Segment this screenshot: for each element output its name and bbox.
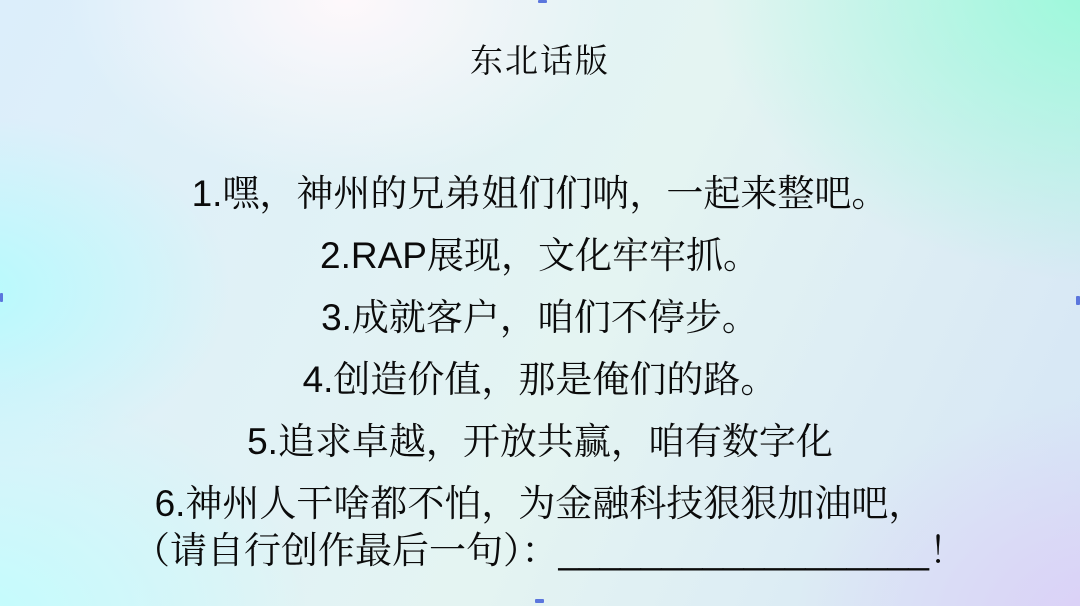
slide-body xyxy=(0,170,1080,574)
edge-decoration-right xyxy=(1076,296,1080,305)
edge-decoration-top xyxy=(538,0,547,3)
rap-line-6-continued: （请自行创作最后一句）：__________________！ xyxy=(133,530,966,571)
slide-title: 东北话版 xyxy=(470,42,610,79)
rap-line-6: 6.神州人干啥都不怕，为金融科技狠狠加油吧， xyxy=(154,483,926,524)
rap-line-2: 2.RAP展现，文化牢牢抓。 xyxy=(320,235,760,276)
rap-line-1: 1.嘿，神州的兄弟姐们们呐，一起来整吧。 xyxy=(191,173,889,214)
rap-line-4: 4.创造价值，那是俺们的路。 xyxy=(302,359,778,400)
edge-decoration-left xyxy=(0,293,3,302)
rap-line-3: 3.成就客户，咱们不停步。 xyxy=(321,297,759,338)
edge-decoration-bottom xyxy=(535,599,544,603)
rap-line-5: 5.追求卓越，开放共赢，咱有数字化 xyxy=(247,421,833,462)
